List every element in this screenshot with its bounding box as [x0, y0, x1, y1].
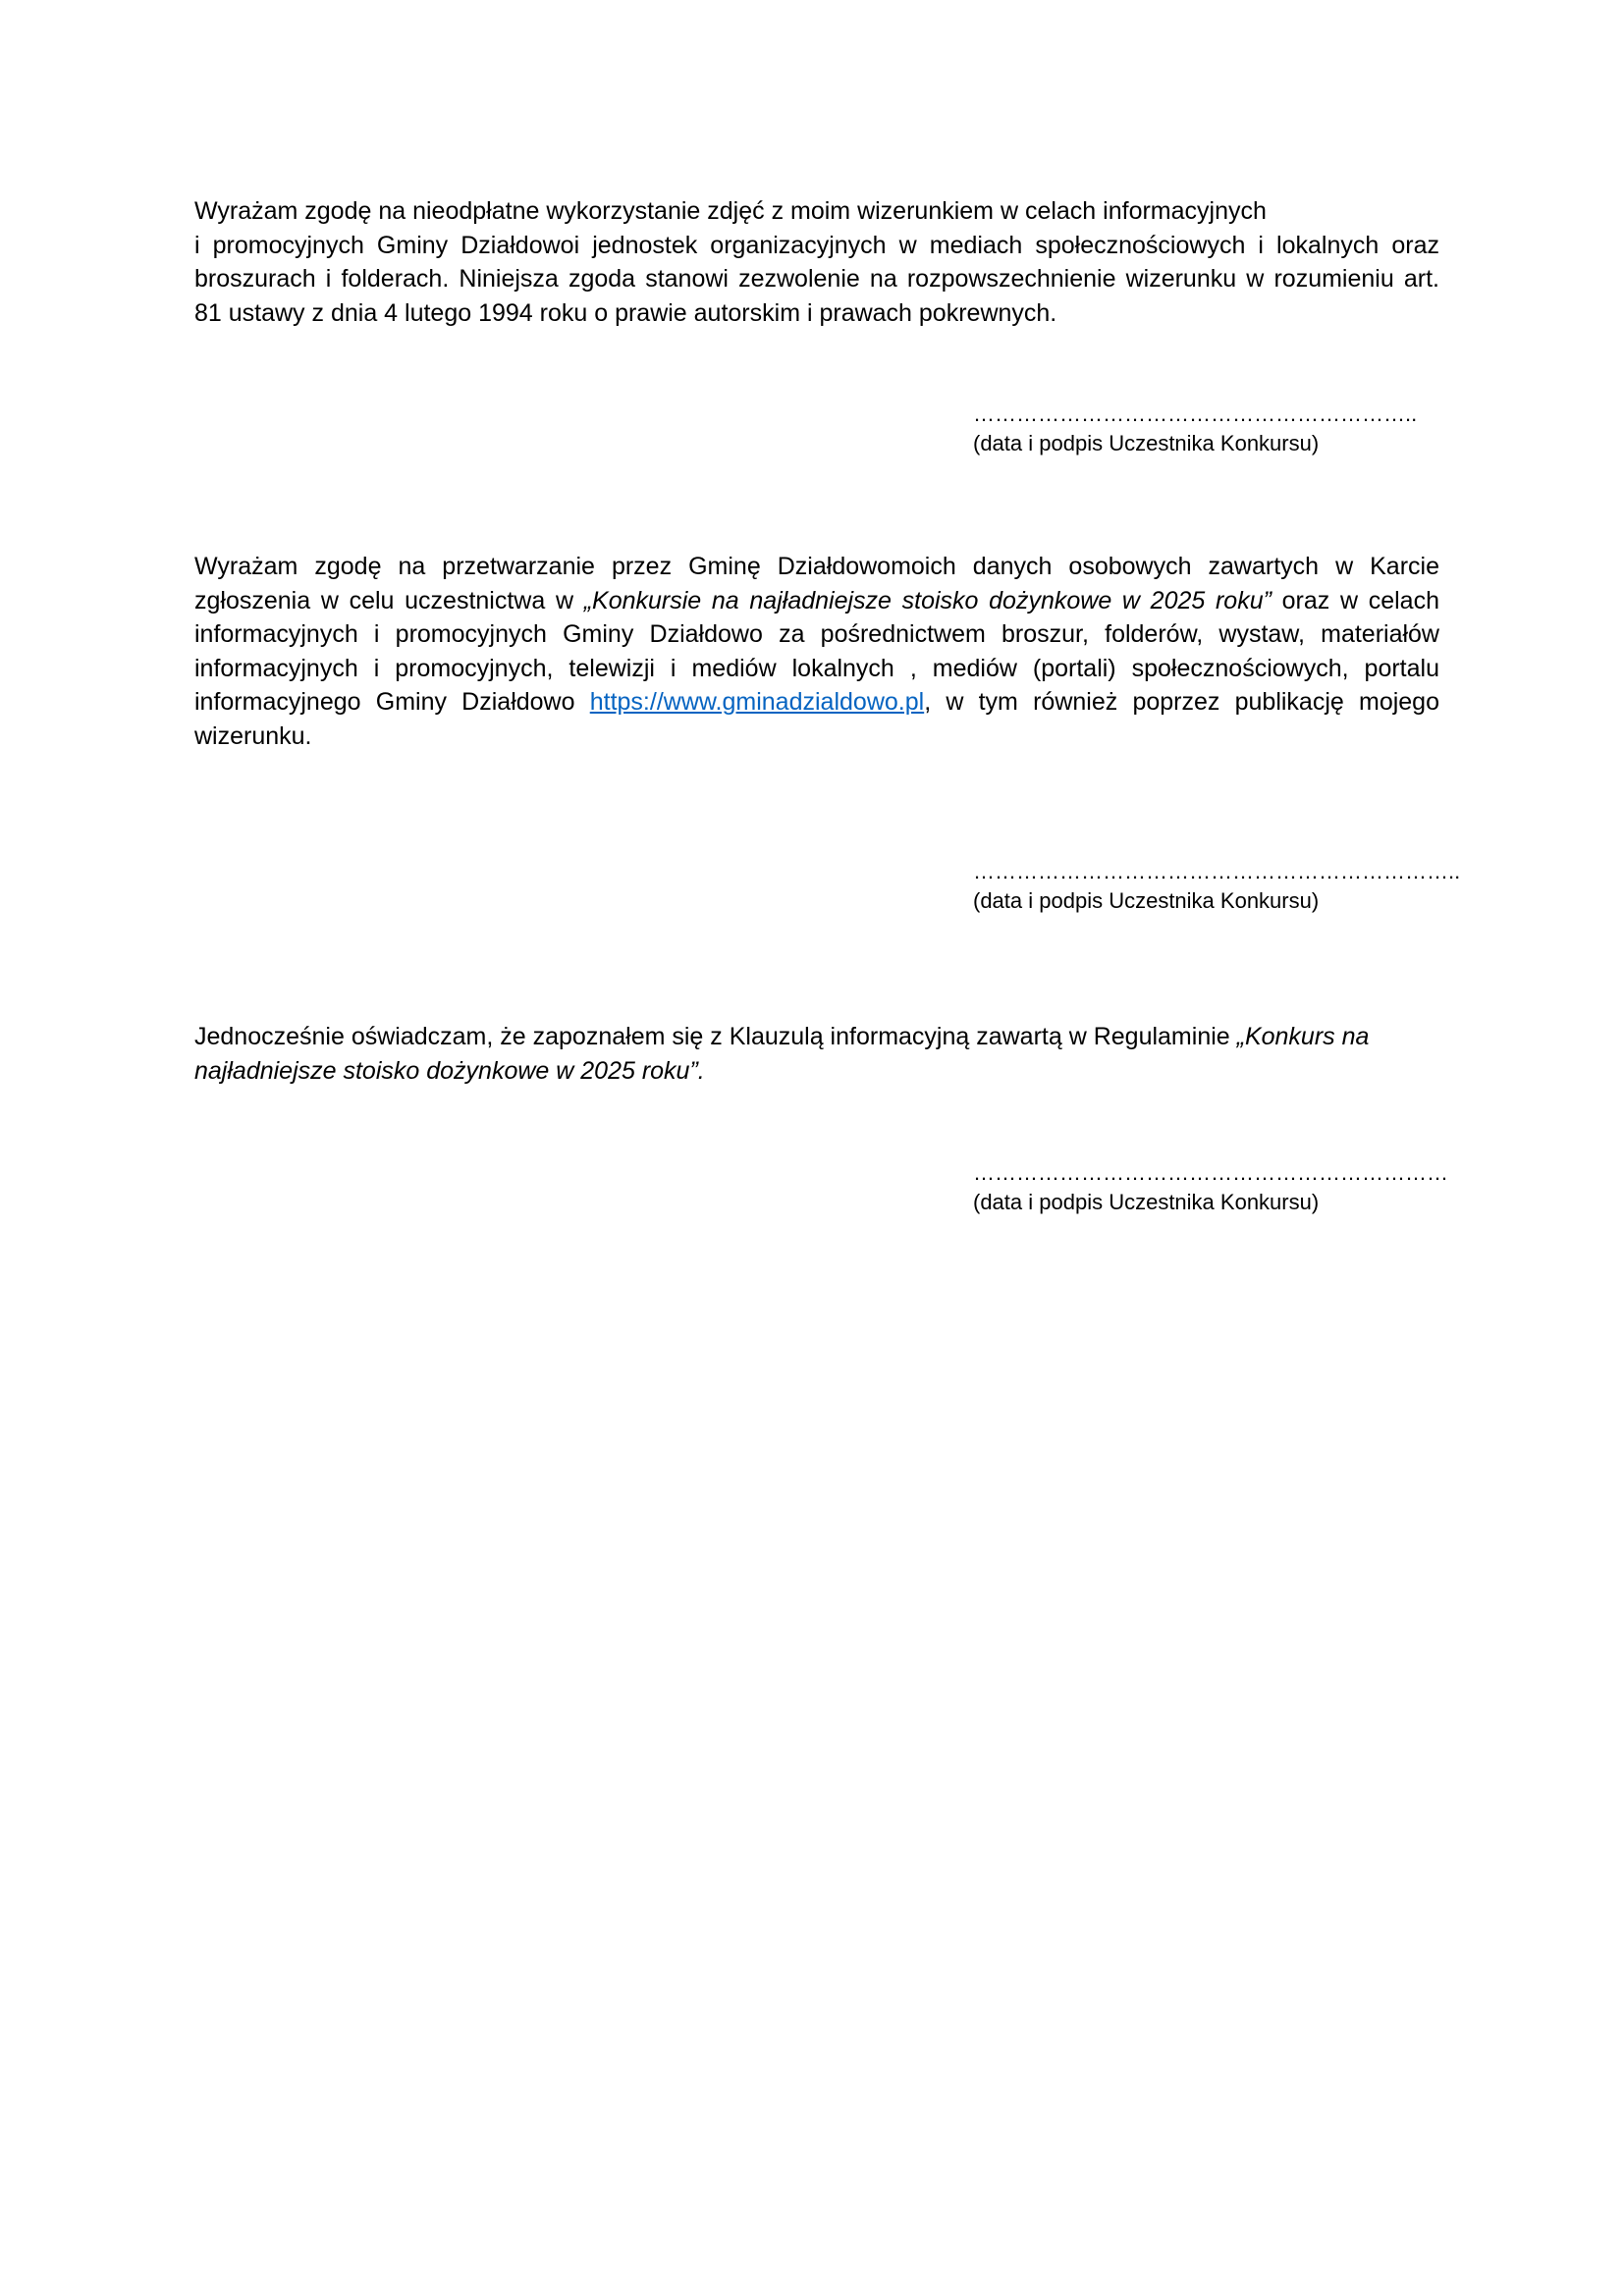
line-text: , w tym również poprzez publikację mojego [924, 688, 1439, 716]
contest-name-italic: „Konkurs na [1236, 1023, 1370, 1050]
gmina-website-link[interactable]: https://www.gminadzialdowo.pl [589, 688, 925, 716]
signature-dotted-line: ………………………………………………………… [973, 1160, 1448, 1185]
signature-caption: (data i podpis Uczestnika Konkursu) [973, 888, 1320, 913]
paragraph-line [194, 1054, 1439, 1089]
data-consent-paragraph [194, 550, 1439, 753]
signature-dotted-line: ………………………………………………………….. [973, 859, 1461, 883]
signature-block-2 [973, 857, 1461, 916]
signature-block-3 [973, 1158, 1448, 1217]
signature-block-1 [973, 400, 1418, 458]
signature-caption: (data i podpis Uczestnika Konkursu) [973, 1190, 1320, 1214]
line-text: informacyjnego Gminy Działdowo [194, 688, 590, 716]
paragraph-line: wizerunku. [194, 721, 312, 750]
paragraph-line [194, 1020, 1439, 1054]
paragraph-line [194, 584, 1439, 618]
paragraph-line: broszurach i folderach. Niniejsza zgoda stanowi zezwolenie na rozpowszechnienie wizerunku w rozumieniu art. [194, 265, 1439, 293]
signature-dotted-line: …………………………………………………….. [973, 401, 1418, 426]
contest-name-italic: „Konkursie na najładniejsze stoisko dożynkowe w 2025 roku” [583, 586, 1272, 614]
line-text: oraz w celach [1271, 586, 1439, 614]
paragraph-line: Wyrażam zgodę na nieodpłatne wykorzystanie zdjęć z moim wizerunkiem w celach informacyjnych [194, 197, 1267, 225]
contest-name-italic: najładniejsze stoisko dożynkowe w 2025 roku”. [194, 1056, 705, 1085]
paragraph-line [194, 685, 1439, 720]
paragraph-line: informacyjnych i promocyjnych, telewizji i mediów lokalnych , mediów (portali) społecznościowych, portalu [194, 654, 1439, 682]
image-consent-paragraph [194, 194, 1439, 330]
paragraph-line: i promocyjnych Gminy Działdowoi jednostek organizacyjnych w mediach społecznościowych i lokalnych oraz [194, 231, 1439, 259]
signature-caption: (data i podpis Uczestnika Konkursu) [973, 431, 1320, 455]
statement-paragraph [194, 1020, 1439, 1088]
paragraph-line: 81 ustawy z dnia 4 lutego 1994 roku o prawie autorskim i prawach pokrewnych. [194, 298, 1057, 327]
paragraph-line: Wyrażam zgodę na przetwarzanie przez Gminę Działdowomoich danych osobowych zawartych w Karcie [194, 553, 1439, 580]
line-text: zgłoszenia w celu uczestnictwa w [194, 586, 584, 614]
line-text: Jednocześnie oświadczam, że zapoznałem się z Klauzulą informacyjną zawartą w Regulaminie [194, 1023, 1237, 1050]
paragraph-line: informacyjnych i promocyjnych Gminy Działdowo za pośrednictwem broszur, folderów, wystaw, materiałów [194, 620, 1439, 648]
